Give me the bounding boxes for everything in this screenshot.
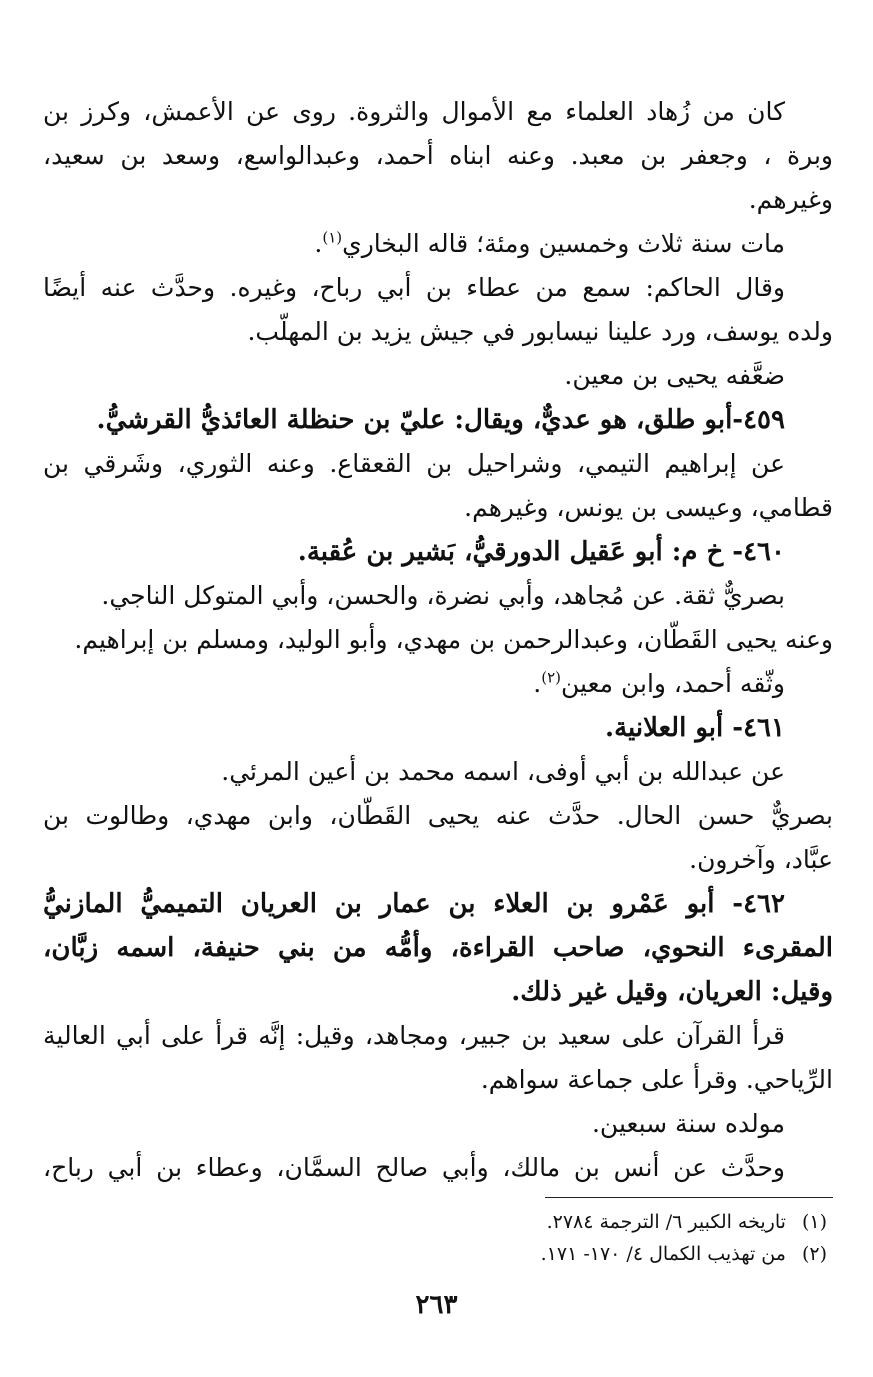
text-line: كان من زُهاد العلماء مع الأموال والثروة. روى عن الأعمش، وكرز بن (43, 97, 785, 126)
text-line: وبرة ، وجعفر بن معبد. وعنه ابناه أحمد، وعبدالواسع، وسعد بن سعيد، (43, 141, 833, 170)
footnote-ref-1: (١) (322, 228, 343, 247)
page-body (43, 90, 833, 1210)
footnote-text: تاريخه الكبير ٦/ الترجمة ٢٧٨٤. (546, 1211, 786, 1233)
text-line: قطامي، وعيسى بن يونس، وغيرهم. (464, 493, 833, 522)
footnote-1 (47, 1206, 827, 1238)
entry-heading-460: ٤٦٠- خ م: أبو عَقيل الدورقيُّ، بَشير بن عُقبة. (297, 537, 785, 567)
entry-heading-461: ٤٦١- أبو العلانية. (605, 713, 785, 743)
text-line: قرأ القرآن على سعيد بن جبير، ومجاهد، وقيل: إنَّه قرأ على أبي العالية (43, 1021, 785, 1050)
text-line: وقال الحاكم: سمع من عطاء بن أبي رباح، وغيره. وحدَّث عنه أيضًا (43, 273, 785, 302)
full-stop: . (314, 229, 323, 258)
text-line: بصريٌّ حسن الحال. حدَّث عنه يحيى القَطّان، وابن مهدي، وطالوت بن (43, 801, 833, 830)
footnote-number: (٢) (801, 1243, 827, 1265)
footnote-divider (545, 1197, 833, 1198)
page-number: ٢٦٣ (415, 1290, 458, 1320)
text-line (43, 662, 833, 706)
text-line (43, 222, 833, 266)
text-line: وحدَّث عن أنس بن مالك، وأبي صالح السمَّان، وعطاء بن أبي رباح، (43, 1153, 785, 1182)
text-line: عن عبدالله بن أبي أوفى، اسمه محمد بن أعين المرئي. (221, 757, 785, 786)
text-line: ضعَّفه يحيى بن معين. (564, 361, 785, 390)
footnote-2 (47, 1238, 827, 1270)
footnotes (47, 1206, 827, 1270)
text-line: وعنه يحيى القَطّان، وعبدالرحمن بن مهدي، وأبو الوليد، ومسلم بن إبراهيم. (74, 625, 833, 654)
text-line: مولده سنة سبعين. (591, 1109, 785, 1138)
text-segment: مات سنة ثلاث وخمسين ومئة؛ قاله البخاري (342, 229, 785, 258)
text-line: وغيرهم. (748, 185, 833, 214)
footnote-text: من تهذيب الكمال ٤/ ١٧٠- ١٧١. (540, 1243, 786, 1265)
text-line: عن إبراهيم التيمي، وشراحيل بن القعقاع. وعنه الثوري، وشَرقي بن (43, 449, 785, 478)
full-stop: . (533, 669, 542, 698)
text-line: عبَّاد، وآخرون. (689, 845, 833, 874)
footnote-number: (١) (801, 1211, 827, 1233)
entry-heading-459: ٤٥٩-أبو طلق، هو عديٌّ، ويقال: عليّ بن حنظلة العائذيُّ القرشيُّ. (96, 405, 785, 435)
entry-heading-462-cont: المقرىء النحوي، صاحب القراءة، وأمُّه من بني حنيفة، اسمه زبَّان، (43, 933, 833, 963)
text-line: ولده يوسف، ورد علينا نيسابور في جيش يزيد بن المهلّب. (247, 317, 833, 346)
text-segment: وثّقه أحمد، وابن معين (561, 669, 785, 698)
text-line: الرِّياحي. وقرأ على جماعة سواهم. (480, 1065, 833, 1094)
text-line: بصريٌّ ثقة. عن مُجاهد، وأبي نضرة، والحسن، وأبي المتوكل الناجي. (101, 581, 785, 610)
entry-heading-462: ٤٦٢- أبو عَمْرو بن العلاء بن عمار بن العريان التميميُّ المازنيُّ (43, 889, 785, 919)
footnote-ref-2: (٢) (541, 668, 561, 687)
entry-heading-462-end: وقيل: العريان، وقيل غير ذلك. (511, 977, 833, 1007)
